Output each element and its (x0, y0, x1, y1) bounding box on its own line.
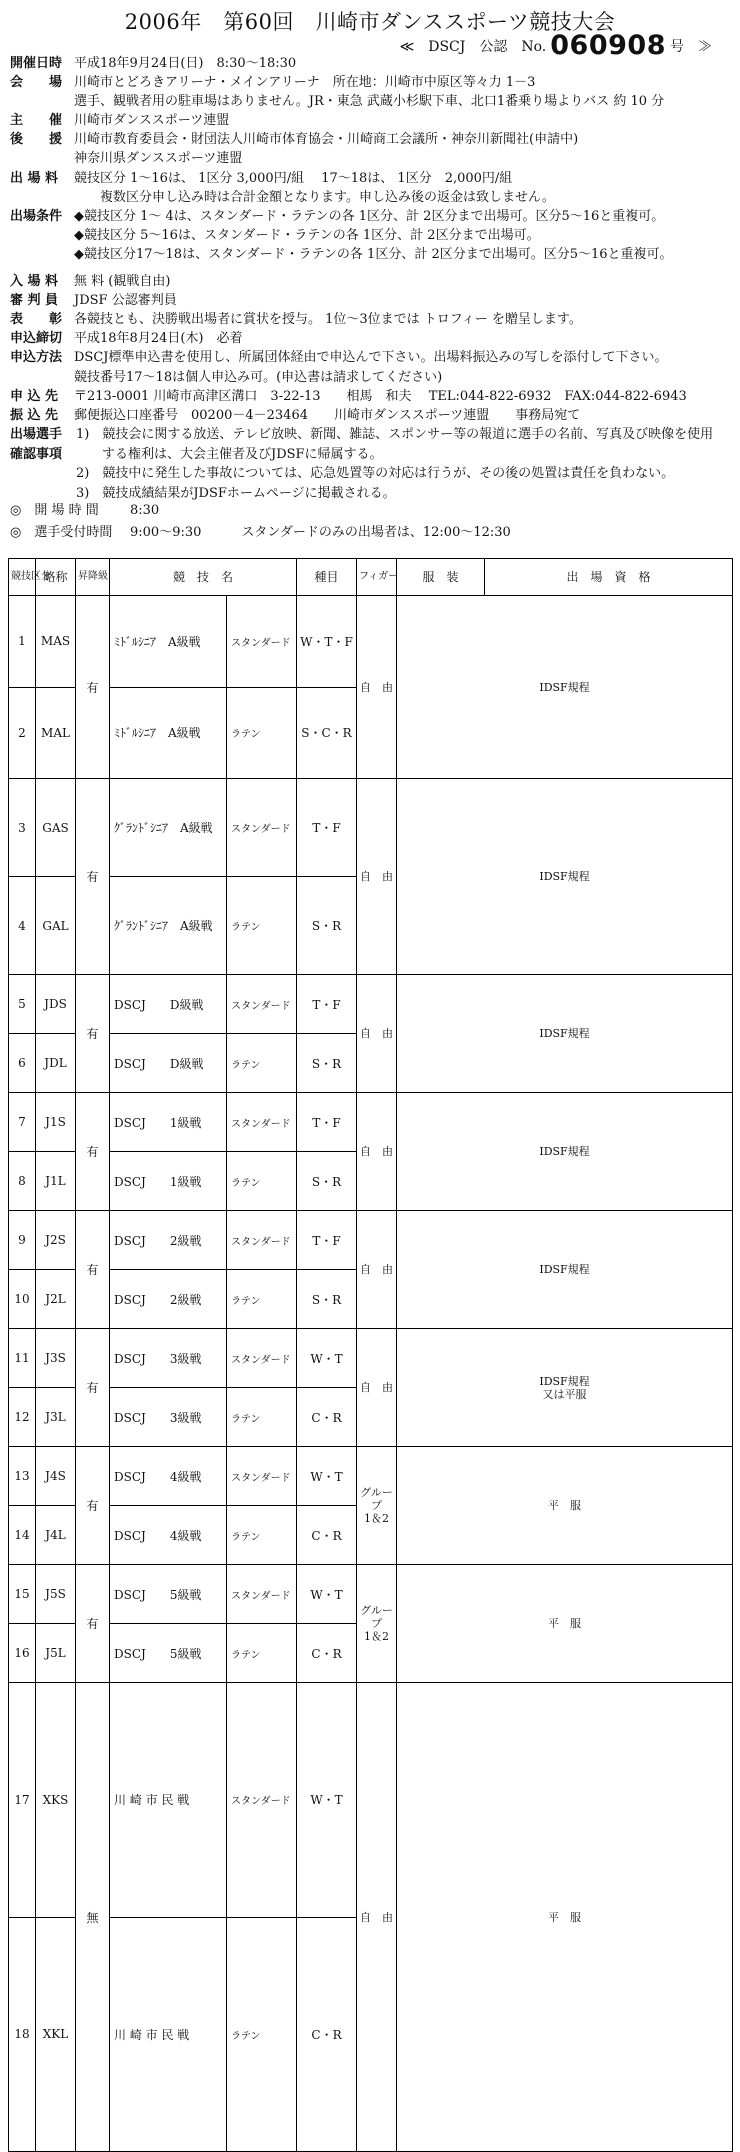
info-value: 川崎市教育委員会・財団法人川崎市体育協会・川崎商工会議所・神奈川新聞社(申請中) (74, 132, 579, 148)
reception-note: スタンダードのみの出場者は、12:00～12:30 (241, 525, 511, 540)
abbreviation: GAL (36, 877, 76, 975)
style-name: スタンダード (227, 1447, 297, 1506)
promotion-flag: 有 (76, 1329, 110, 1447)
dress-code: IDSF規程 (397, 596, 733, 779)
promotion-flag: 有 (76, 1093, 110, 1211)
style-name: ラテン (227, 1506, 297, 1565)
info-label: 申込締切 (10, 331, 63, 347)
abbreviation: J3S (36, 1329, 76, 1388)
abbreviation: J5L (36, 1624, 76, 1683)
note-line: 2) 競技中に発生した事故については、応急処置等の対応は行うが、その後の処置は責任を負わない。 (76, 466, 675, 481)
class-number: 12 (9, 1388, 36, 1447)
class-number: 2 (9, 687, 36, 779)
cert-number: 060908 (550, 30, 666, 61)
info-row (10, 245, 735, 264)
competition-table (8, 558, 733, 2152)
info-value: 競技区分 1～16は、 1区分 3,000円/組 17～18は、 1区分 2,000円/組 (74, 170, 513, 186)
abbreviation: MAS (36, 596, 76, 688)
style-name: スタンダード (227, 1565, 297, 1624)
reception-label: ◎ 選手受付時間 (10, 525, 113, 540)
info-row (10, 368, 735, 387)
info-value: JDSF 公認審判員 (74, 293, 177, 309)
event-info (10, 54, 735, 425)
info-row (10, 92, 735, 111)
note-line: 1) 競技会に関する放送、テレビ放映、新聞、雑誌、スポンサー等の報道に選手の名前、写真及び映像を使用 (76, 427, 714, 442)
competition-name: DSCJ 1級戦 (110, 1093, 227, 1152)
info-row (10, 130, 735, 149)
abbreviation: J2L (36, 1270, 76, 1329)
style-name: スタンダード (227, 596, 297, 688)
dances: T・F (297, 1211, 357, 1270)
class-number: 1 (9, 596, 36, 688)
class-number: 15 (9, 1565, 36, 1624)
class-number: 4 (9, 877, 36, 975)
info-value: 各競技とも、決勝戦出場者に賞状を授与。 1位～3位までは トロフィー を贈呈します。 (74, 312, 582, 328)
table-row (9, 1093, 733, 1152)
competition-name: ﾐﾄﾞﾙｼﾆｱ A級戦 (110, 596, 227, 688)
cert-prefix: ≪ DSCJ 公認 No. (399, 39, 547, 55)
style-name: ラテン (227, 1624, 297, 1683)
info-value: 平成18年9月24日(日) 8:30～18:30 (74, 56, 297, 71)
info-value: 〒213-0001 川崎市高津区溝口 3-22-13 相馬 和夫 TEL:044-822-6932 FAX:044-822-6943 (74, 388, 687, 404)
table-row (9, 1211, 733, 1270)
style-name: ラテン (227, 1917, 297, 2152)
style-name: ラテン (227, 1270, 297, 1329)
info-value: 選手、観戦者用の駐車場はありません。JR・東急 武蔵小杉駅下車、北口1番乗り場よりバス 約 10 分 (74, 94, 665, 110)
competition-name: DSCJ 3級戦 (110, 1388, 227, 1447)
abbreviation: J1S (36, 1093, 76, 1152)
dress-code: 平 服 (397, 1565, 733, 1683)
dress-code: IDSF規程 (397, 1211, 733, 1329)
info-row (10, 406, 735, 425)
table-row (9, 596, 733, 688)
style-name: スタンダード (227, 779, 297, 877)
style-name: スタンダード (227, 975, 297, 1034)
table-header-row (9, 559, 733, 596)
style-name: ラテン (227, 1034, 297, 1093)
abbreviation: JDS (36, 975, 76, 1034)
info-label: 出 場 料 (10, 170, 59, 186)
info-label: 主 催 (10, 113, 63, 129)
reception-time: 9:00～9:30 (130, 525, 202, 540)
table-row (9, 975, 733, 1034)
figure-rule: 自 由 (357, 779, 397, 975)
info-row (10, 188, 735, 207)
info-label: 開催日時 (10, 56, 63, 71)
figure-rule: グループ 1＆2 (357, 1565, 397, 1683)
competition-name: 川 崎 市 民 戦 (110, 1683, 227, 1918)
competition-name: DSCJ 3級戦 (110, 1329, 227, 1388)
competition-name: ｸﾞﾗﾝﾄﾞｼﾆｱ A級戦 (110, 779, 227, 877)
info-row (10, 54, 735, 73)
figure-rule: 自 由 (357, 596, 397, 779)
promotion-flag: 有 (76, 1211, 110, 1329)
dances: W・T (297, 1447, 357, 1506)
style-name: ラテン (227, 1152, 297, 1211)
competition-name: DSCJ 1級戦 (110, 1152, 227, 1211)
abbreviation: XKS (36, 1683, 76, 1918)
class-number: 3 (9, 779, 36, 877)
abbreviation: J4S (36, 1447, 76, 1506)
dances: C・R (297, 1624, 357, 1683)
abbreviation: J2S (36, 1211, 76, 1270)
info-row (10, 149, 735, 168)
info-value: 川崎市ダンススポーツ連盟 (74, 113, 230, 129)
dances: C・R (297, 1917, 357, 2152)
notes-label: 出場選手 (10, 427, 63, 442)
header-cell: 昇降級 (76, 559, 110, 596)
class-number: 11 (9, 1329, 36, 1388)
table-row (9, 1447, 733, 1506)
abbreviation: J4L (36, 1506, 76, 1565)
dances: W・T (297, 1565, 357, 1624)
table-row (9, 1565, 733, 1624)
class-number: 17 (9, 1683, 36, 1918)
dances: T・F (297, 779, 357, 877)
info-label: 出場条件 (10, 208, 63, 224)
promotion-flag: 有 (76, 1447, 110, 1565)
dress-code: IDSF規程 (397, 779, 733, 975)
class-number: 6 (9, 1034, 36, 1093)
info-value: ◆競技区分17～18は、スタンダード・ラテンの各 1区分、計 2区分まで出場可。区分5～16と重複可。 (74, 246, 673, 262)
figure-rule: 自 由 (357, 1093, 397, 1211)
figure-rule: グループ 1＆2 (357, 1447, 397, 1565)
header-cell: 略称 (36, 559, 76, 596)
dress-code: 平 服 (397, 1683, 733, 2152)
style-name: スタンダード (227, 1329, 297, 1388)
schedule (10, 500, 511, 544)
class-number: 10 (9, 1270, 36, 1329)
promotion-flag: 有 (76, 975, 110, 1093)
style-name: スタンダード (227, 1093, 297, 1152)
notes-section (10, 425, 735, 503)
class-number: 9 (9, 1211, 36, 1270)
competition-name: DSCJ 2級戦 (110, 1211, 227, 1270)
info-label: 入 場 料 (10, 274, 59, 290)
info-row (10, 329, 735, 348)
info-value: 郵便振込口座番号 00200－4－23464 川崎市ダンススポーツ連盟 事務局宛て (74, 407, 581, 423)
info-label: 会 場 (10, 75, 63, 91)
info-value: 無 料 (観戦自由) (74, 274, 171, 290)
info-label: 振 込 先 (10, 407, 59, 423)
note-line: 3) 競技成績結果がJDSFホームページに掲載される。 (76, 485, 396, 501)
dances: S・R (297, 1152, 357, 1211)
header-cell: 種目 (297, 559, 357, 596)
info-row (10, 348, 735, 367)
header-cell: フィガー (357, 559, 397, 596)
abbreviation: GAS (36, 779, 76, 877)
competition-name: 川 崎 市 民 戦 (110, 1917, 227, 2152)
note-line: する権利は、大会主催者及びJDSFに帰属する。 (76, 446, 383, 462)
figure-rule: 自 由 (357, 1329, 397, 1447)
notes-label: 確認事項 (10, 446, 63, 462)
class-number: 18 (9, 1917, 36, 2152)
competition-name: ﾐﾄﾞﾙｼﾆｱ A級戦 (110, 687, 227, 779)
dances: W・T・F (297, 596, 357, 688)
header-cell: 服 装 (397, 559, 485, 596)
class-number: 5 (9, 975, 36, 1034)
dances: S・R (297, 877, 357, 975)
opening-label: ◎ 開 場 時 間 (10, 503, 99, 518)
info-row (10, 73, 735, 92)
info-value: 平成18年8月24日(木) 必着 (74, 331, 243, 347)
dress-code: IDSF規程 (397, 1093, 733, 1211)
promotion-flag: 有 (76, 1565, 110, 1683)
cert-suffix: 号 ≫ (670, 39, 712, 55)
class-number: 8 (9, 1152, 36, 1211)
style-name: ラテン (227, 687, 297, 779)
info-label: 表 彰 (10, 312, 63, 328)
info-value: ◆競技区分 5～16は、スタンダード・ラテンの各 1区分、計 2区分まで出場可。 (74, 227, 540, 243)
promotion-flag: 有 (76, 779, 110, 975)
dress-code: IDSF規程 (397, 975, 733, 1093)
info-value: 神奈川県ダンススポーツ連盟 (74, 151, 243, 167)
dress-code: IDSF規程 又は平服 (397, 1329, 733, 1447)
abbreviation: J3L (36, 1388, 76, 1447)
abbreviation: J5S (36, 1565, 76, 1624)
figure-rule: 自 由 (357, 1683, 397, 2152)
info-value: ◆競技区分 1～ 4は、スタンダード・ラテンの各 1区分、計 2区分まで出場可。区分5～16と重複可。 (74, 208, 665, 224)
info-row (10, 310, 735, 329)
info-value: 競技番号17～18は個人申込み可。(申込書は請求してください) (74, 369, 443, 385)
info-value: 複数区分申し込み時は合計金額となります。申し込み後の返金は致しません。 (74, 189, 555, 205)
style-name: スタンダード (227, 1211, 297, 1270)
info-label: 後 援 (10, 132, 63, 148)
dances: C・R (297, 1506, 357, 1565)
info-row (10, 387, 735, 406)
table-row (9, 779, 733, 877)
info-row (10, 169, 735, 188)
info-row (10, 111, 735, 130)
competition-name: DSCJ D級戦 (110, 975, 227, 1034)
header-cell: 競技区分 (9, 559, 36, 596)
style-name: ラテン (227, 877, 297, 975)
abbreviation: MAL (36, 687, 76, 779)
header-cell: 競 技 名 (110, 559, 297, 596)
info-value: 川崎市とどろきアリーナ・メインアリーナ 所在地：川崎市中原区等々力 1－3 (74, 75, 536, 91)
info-label: 申込方法 (10, 350, 63, 366)
table-row (9, 1329, 733, 1388)
competition-name: DSCJ 5級戦 (110, 1565, 227, 1624)
competition-name: DSCJ 4級戦 (110, 1447, 227, 1506)
opening-time: 8:30 (130, 503, 160, 518)
style-name: ラテン (227, 1388, 297, 1447)
promotion-flag: 無 (76, 1683, 110, 2152)
info-value: DSCJ標準申込書を使用し、所属団体経由で申込んで下さい。出場料振込みの写しを添付して下さい。 (74, 350, 668, 366)
abbreviation: J1L (36, 1152, 76, 1211)
abbreviation: XKL (36, 1917, 76, 2152)
dress-code: 平 服 (397, 1447, 733, 1565)
dances: W・T (297, 1329, 357, 1388)
competition-name: DSCJ 2級戦 (110, 1270, 227, 1329)
page-title: 2006年 第60回 川崎市ダンススポーツ競技大会 (124, 10, 616, 34)
dances: C・R (297, 1388, 357, 1447)
info-label: 申 込 先 (10, 388, 59, 404)
info-row (10, 207, 735, 226)
competition-name: DSCJ 4級戦 (110, 1506, 227, 1565)
competition-name: ｸﾞﾗﾝﾄﾞｼﾆｱ A級戦 (110, 877, 227, 975)
table-row (9, 1683, 733, 1918)
figure-rule: 自 由 (357, 1211, 397, 1329)
competition-name: DSCJ 5級戦 (110, 1624, 227, 1683)
dances: S・C・R (297, 687, 357, 779)
info-row (10, 291, 735, 310)
class-number: 14 (9, 1506, 36, 1565)
info-row (10, 226, 735, 245)
abbreviation: JDL (36, 1034, 76, 1093)
dances: S・R (297, 1034, 357, 1093)
style-name: スタンダード (227, 1683, 297, 1918)
info-label: 審 判 員 (10, 293, 59, 309)
competition-name: DSCJ D級戦 (110, 1034, 227, 1093)
class-number: 13 (9, 1447, 36, 1506)
class-number: 7 (9, 1093, 36, 1152)
header-cell: 出 場 資 格 (485, 559, 733, 596)
dances: S・R (297, 1270, 357, 1329)
figure-rule: 自 由 (357, 975, 397, 1093)
promotion-flag: 有 (76, 596, 110, 779)
class-number: 16 (9, 1624, 36, 1683)
dances: T・F (297, 975, 357, 1034)
info-row (10, 272, 735, 291)
dances: T・F (297, 1093, 357, 1152)
dances: W・T (297, 1683, 357, 1918)
